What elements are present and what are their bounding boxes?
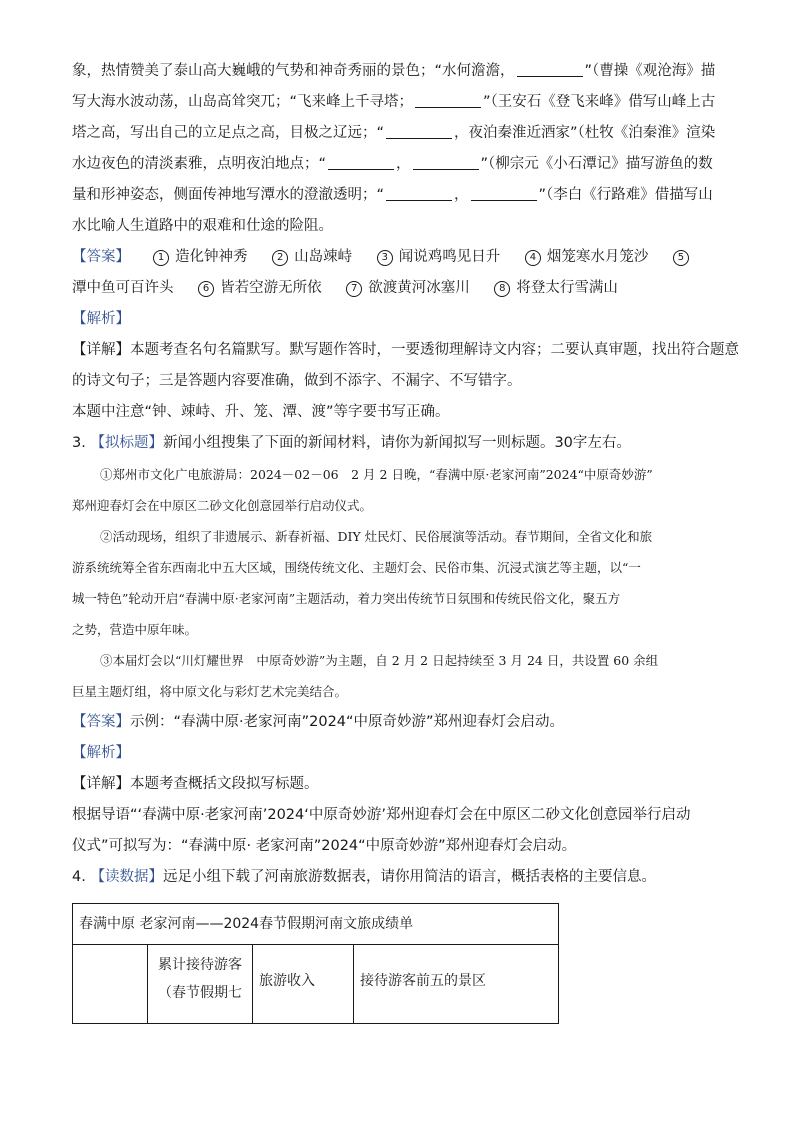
answer-item: 3 闻说鸡鸣见日升 bbox=[377, 249, 501, 265]
q3-basis-2: 仪式”可拟写为：“春满中原· 老家河南”2024“中原奇妙游”郑州迎春灯会启动。 bbox=[72, 838, 577, 854]
intro-line-3: 塔之高，写出自己的立足点之高，目极之辽远；“ ，夜泊秦淮近酒家”（杜牧《泊秦淮》渲染 bbox=[72, 125, 716, 141]
intro-line-4: 水边夜色的清淡素雅，点明夜泊地点；“ ， ”（柳宗元《小石潭记》描写游鱼的数 bbox=[72, 156, 713, 172]
answer-item: 8 将登太行雪满山 bbox=[494, 280, 618, 296]
material-1a: ①郑州市文化广电旅游局：2024－02－06 2 月 2 日晚，“春满中原·老家河南”2024“中原奇妙游” bbox=[100, 467, 653, 482]
detail-line-1: 【详解】本题考查名句名篇默写。默写题作答时，一要透彻理解诗文内容；二要认真审题，找出符合题意 bbox=[72, 342, 739, 358]
answer-item: 1 造化钟神秀 bbox=[153, 249, 248, 265]
blank-2 bbox=[415, 93, 481, 108]
q3-answer: 【答案】示例：“春满中原·老家河南”2024“中原奇妙游”郑州迎春灯会启动。 bbox=[72, 714, 565, 730]
q3-analysis-tag: 【解析】 bbox=[72, 745, 130, 761]
intro-line-6: 水比喻人生道路中的艰难和仕途的险阻。 bbox=[72, 218, 333, 234]
answer-item: 4 烟笼寒水月笼沙 bbox=[525, 249, 649, 265]
blank-1 bbox=[517, 62, 583, 77]
answer-item: 潭中鱼可百许头 bbox=[72, 280, 174, 296]
answer-item: 2 山岛竦峙 bbox=[272, 249, 352, 265]
analysis-tag: 【解析】 bbox=[72, 311, 130, 327]
answer-item-number: 5 bbox=[673, 250, 689, 266]
table-title: 春满中原 老家河南——2024春节假期河南文旅成绩单 bbox=[73, 904, 559, 945]
answer-item: 7 欲渡黄河冰塞川 bbox=[346, 280, 470, 296]
material-3b: 巨星主题灯组，将中原文化与彩灯艺术完美结合。 bbox=[72, 684, 348, 699]
material-2c: 城一特色”轮动开启“春满中原·老家河南”主题活动，着力突出传统节日氛围和传统民俗文化，聚五方 bbox=[72, 591, 621, 606]
intro-line-1: 象，热情赞美了泰山高大巍峨的气势和神奇秀丽的景色；“水何澹澹， ”（曹操《观沧海》描 bbox=[72, 63, 716, 79]
detail-line-2: 的诗文句子；三是答题内容要准确，做到不添字、不漏字、不写错字。 bbox=[72, 373, 522, 389]
blank-3 bbox=[386, 124, 452, 139]
answer-line-1 bbox=[72, 242, 728, 273]
table-cell-empty bbox=[73, 945, 148, 1024]
material-2a: ②活动现场，组织了非遗展示、新春祈福、DIY 灶民灯、民俗展演等活动。春节期间，全省文化和旅 bbox=[100, 529, 653, 544]
answer-tag: 【答案】 bbox=[72, 249, 130, 265]
table-header-top5: 接待游客前五的景区 bbox=[354, 945, 559, 1024]
blank-4 bbox=[328, 155, 394, 170]
exam-page bbox=[72, 56, 739, 893]
intro-line-2: 写大海水波动荡，山岛高耸突兀；“飞来峰上千寻塔； ”（王安石《登飞来峰》借写山峰上古 bbox=[72, 94, 716, 110]
question-3-heading: 3. 【拟标题】新闻小组搜集了下面的新闻材料，请你为新闻拟写一则标题。30字左右。 bbox=[72, 435, 631, 451]
table-header-visitors: 累计接待游客 （春节假期七 bbox=[148, 945, 253, 1024]
q3-basis-1: 根据导语“‘春满中原·老家河南’2024‘中原奇妙游’郑州迎春灯会在中原区二砂文化创意园举行启动 bbox=[72, 807, 691, 823]
material-1b: 郑州迎春灯会在中原区二砂文化创意园举行启动仪式。 bbox=[72, 498, 373, 513]
table-title-row bbox=[73, 904, 559, 945]
q3-detail: 【详解】本题考查概括文段拟写标题。 bbox=[72, 776, 319, 792]
blank-7 bbox=[471, 186, 537, 201]
blank-5 bbox=[413, 155, 479, 170]
table-header-income: 旅游收入 bbox=[253, 945, 354, 1024]
detail-note: 本题中注意“钟、竦峙、升、笼、潭、渡”等字要书写正确。 bbox=[72, 404, 450, 420]
intro-line-5: 量和形神姿态，侧面传神地写潭水的澄澈透明；“ ， ”（李白《行路难》借描写山 bbox=[72, 187, 713, 203]
material-3a: ③本届灯会以“川灯耀世界 中原奇妙游”为主题，自 2 月 2 日起持续至 3 月 24 日，共设置 60 余组 bbox=[100, 653, 659, 668]
material-2b: 游系统统筹全省东西南北中五大区域，围绕传统文化、主题灯会、民俗市集、沉浸式演艺等主题，以“一 bbox=[72, 560, 641, 575]
answer-item: 6 皆若空游无所依 bbox=[198, 280, 322, 296]
tourism-stats-table bbox=[72, 903, 559, 1024]
question-4-heading: 4. 【读数据】远足小组下载了河南旅游数据表，请你用简洁的语言，概括表格的主要信息。 bbox=[72, 869, 656, 885]
blank-6 bbox=[386, 186, 452, 201]
answer-line-2 bbox=[72, 273, 728, 304]
material-2d: 之势，营造中原年味。 bbox=[72, 622, 198, 637]
table-header-row bbox=[73, 945, 559, 1024]
